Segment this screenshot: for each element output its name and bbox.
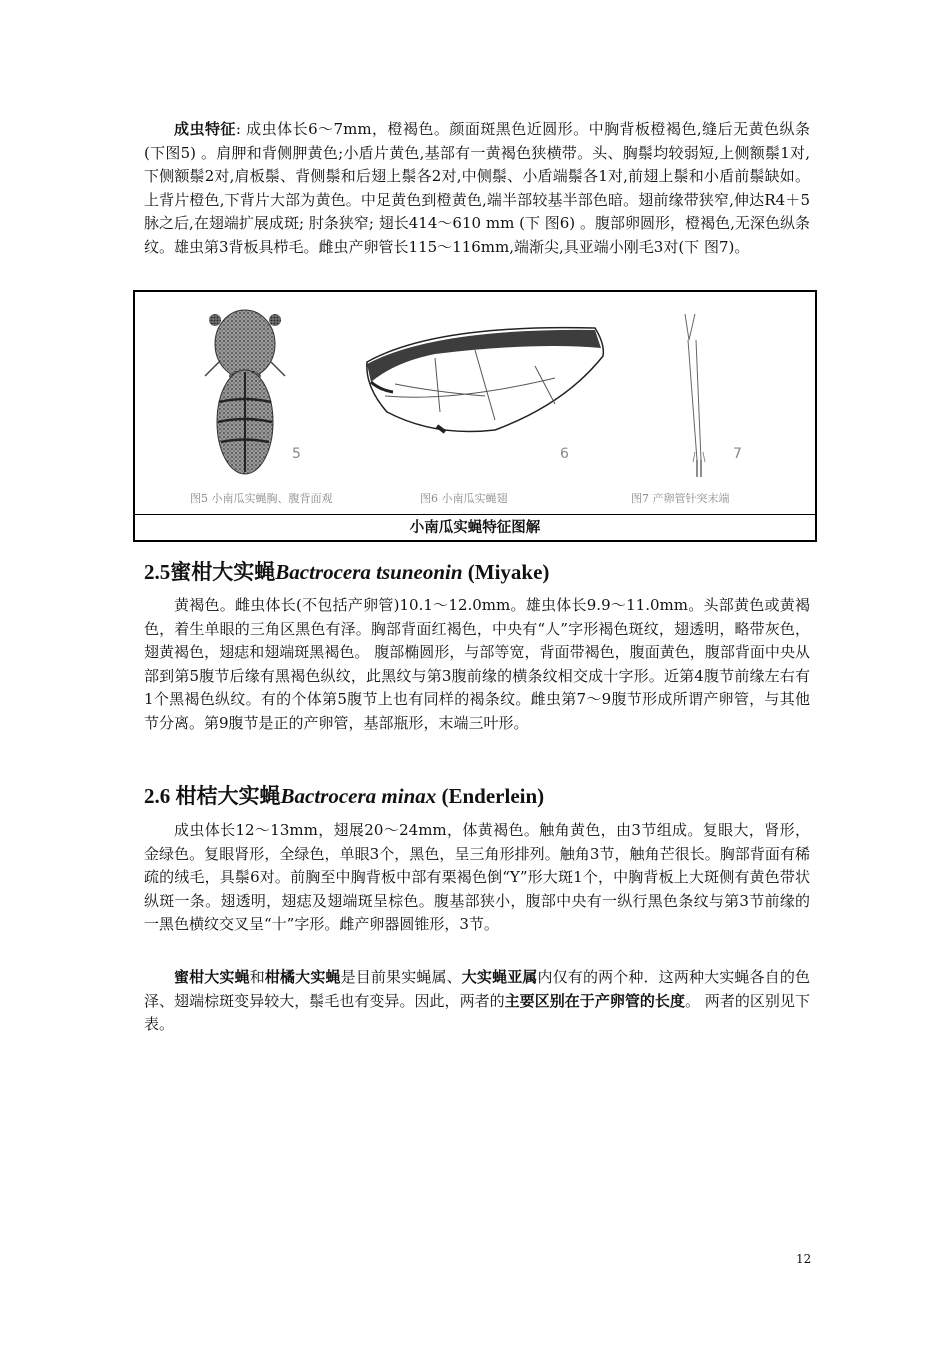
section-2-6-chinese-name: 柑桔大实蝇: [175, 784, 281, 808]
figure-illustrations: [135, 292, 815, 514]
figure-number-5: 5: [292, 446, 301, 462]
section-2-6-number: 2.6: [144, 784, 176, 808]
section-2-5-chinese-name: 蜜柑大实蝇: [170, 560, 276, 584]
summary-bold-2: 柑橘大实蝇: [264, 968, 341, 986]
adult-features-label: 成虫特征: [174, 120, 236, 138]
section-2-5-author: (Miyake): [462, 560, 550, 584]
summary-text-1: 和: [249, 968, 265, 986]
summary-paragraph: [144, 966, 810, 1037]
summary-bold-4: 主要区别在于产卵管的长度: [504, 991, 685, 1010]
summary-bold-3: 大实蝇亚属: [461, 968, 538, 986]
wing-illustration: [367, 328, 604, 432]
section-2-5-number: 2.5: [144, 560, 171, 584]
thorax-abdomen-illustration: [205, 310, 285, 474]
subcaption-fig6: 图6 小南瓜实蝇翅: [420, 492, 508, 505]
adult-features-text: : 成虫体长6～7mm，橙褐色。颜面斑黑色近圆形。中胸背板橙褐色,缝后无黄色纵条(下图5) 。肩胛和背侧胛黄色;小盾片黄色,基部有一黄褐色狭横带。头、胸鬃均较弱短,上侧额鬃1对,下侧额鬃2对,肩板鬃、背侧鬃和后翅上鬃各2对,中侧鬃、小盾端鬃各1对,前翅上鬃和小盾前鬃缺如。上背片橙色,下背片大部为黄色。中足黄色到橙黄色,端半部较基半部色暗。翅前缘带狭窄,伸达R4＋5脉之后,在翅端扩展成斑; 肘条狭窄; 翅长414～610 mm (下 图6) 。腹部卵圆形，橙褐色,无深色纵条纹。雄虫第3背板具栉毛。雌虫产卵管长115～116mm,端渐尖,具亚端小刚毛3对(下 图7)。: [144, 120, 810, 256]
subcaption-fig5: 图5 小南瓜实蝇胸、腹背面观: [190, 492, 333, 505]
section-2-5-latin-name: Bactrocera tsuneonin: [275, 560, 463, 584]
section-2-6-latin-name: Bactrocera minax: [280, 784, 437, 808]
page-number: 12: [796, 1252, 812, 1266]
figure-caption-divider: [135, 514, 815, 515]
section-2-6-paragraph: 成虫体长12～13mm，翅展20～24mm，体黄褐色。触角黄色，由3节组成。复眼大，肾形，金绿色。复眼肾形，全绿色，单眼3个，黑色，呈三角形排列。触角3节，触角芒很长。胸部背面有稀疏的绒毛，具鬃6对。前胸至中胸背板中部有栗褐色倒“Y”形大斑1个，中胸背板上大斑侧有黄色带状纵斑一条。翅透明，翅痣及翅端斑呈棕色。腹基部狭小，腹部中央有一纵行黑色条纹与第3节前缘的一黑色横纹交叉呈“十”字形。雌产卵器圆锥形，3节。: [144, 821, 810, 934]
ovipositor-illustration: [685, 314, 705, 477]
section-2-5-paragraph: 黄褐色。雌虫体长(不包括产卵管)10.1～12.0mm。雄虫体长9.9～11.0mm。头部黄色或黄褐色，着生单眼的三角区黑色有泽。胸部背面红褐色，中央有“人”字形褐色斑纹，翅透明，略带灰色，翅黄褐色，翅痣和翅端斑黑褐色。 腹部椭圆形，与部等宽，背面带褐色，腹面黄色，腹部背面中央从部到第5腹节后缘有黑褐色纵纹，此黑纹与第3腹前缘的横条纹相交成十字形。近第4腹节前缘左右有1个黑褐色纵纹。有的个体第5腹节上也有同样的褐条纹。雌虫第7～9腹节形成所谓产卵管，与其他节分离。第9腹节是正的产卵管，基部瓶形，末端三叶形。: [144, 596, 810, 732]
summary-text-3: 内仅有的两个种．这两种大实蝇各自的色泽、翅端棕斑变异较大，鬃毛也有变异。因此，两者的: [144, 968, 810, 1010]
subcaption-fig7: 图7 产卵管针突末端: [631, 492, 730, 505]
summary-text-4: 。 两者的区别见下表。: [144, 991, 810, 1034]
figure-number-6: 6: [560, 446, 569, 462]
summary-text-2: 是目前果实蝇属、: [340, 968, 462, 986]
section-2-6-heading: [144, 780, 544, 810]
section-2-5-heading: [144, 556, 549, 586]
figure-box: [133, 290, 817, 542]
section-2-6-author: (Enderlein): [436, 784, 545, 808]
figure-caption: 小南瓜实蝇特征图解: [409, 520, 541, 536]
figure-number-7: 7: [733, 446, 742, 462]
summary-bold-1: 蜜柑大实蝇: [174, 968, 250, 986]
adult-features-paragraph: [144, 118, 810, 260]
